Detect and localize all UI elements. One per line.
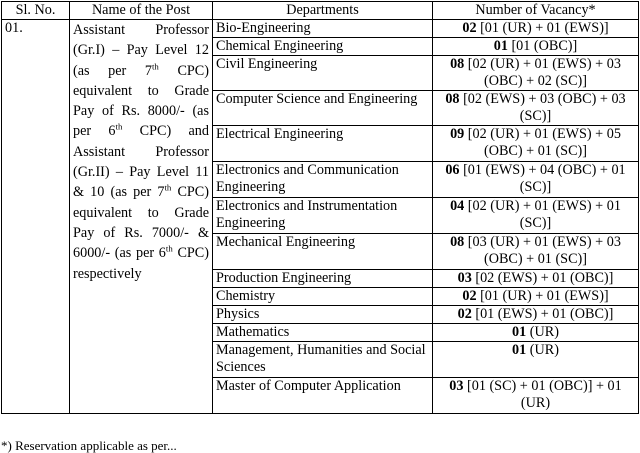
vacancy-count: 08: [450, 234, 465, 250]
vacancy-cell: [433, 306, 639, 324]
vacancy-count: 08: [445, 91, 460, 107]
department-cell: Electronics and Instrumentation Engineering: [213, 198, 433, 234]
vacancy-count: 03: [449, 378, 464, 394]
vacancy-breakdown: [02 (EWS) + 03 (OBC) + 03 (SC)]: [463, 91, 626, 124]
vacancy-breakdown: [03 (UR) + 01 (EWS) + 03 (OBC) + 01 (SC)]: [467, 234, 621, 267]
vacancy-cell: [433, 324, 639, 342]
vacancy-breakdown: (UR): [529, 342, 559, 358]
vacancy-cell: [433, 126, 639, 162]
vacancy-count: 09: [450, 126, 465, 142]
vacancy-breakdown: [02 (UR) + 01 (EWS) + 01 (SC)]: [467, 198, 621, 231]
header-post: Name of the Post: [70, 2, 213, 20]
vacancy-cell: [433, 91, 639, 126]
vacancy-cell: [433, 198, 639, 234]
vacancy-count: 02: [462, 20, 477, 36]
vacancy-count: 03: [457, 270, 472, 286]
vacancy-cell: [433, 270, 639, 288]
header-vacancy: Number of Vacancy*: [433, 2, 639, 20]
vacancy-count: 08: [450, 56, 465, 72]
department-cell: Electrical Engineering: [213, 126, 433, 162]
vacancy-count: 02: [462, 288, 477, 304]
post-name-cell: [70, 20, 213, 414]
vacancy-breakdown: (UR): [529, 324, 559, 340]
header-row: [2, 2, 639, 20]
vacancy-count: 04: [450, 198, 465, 214]
table-row: [2, 20, 639, 38]
vacancy-breakdown: [01 (UR) + 01 (EWS)]: [480, 20, 609, 36]
vacancy-count: 01: [493, 38, 508, 54]
vacancy-table: [1, 1, 639, 414]
vacancy-cell: [433, 288, 639, 306]
vacancy-cell: [433, 20, 639, 38]
vacancy-breakdown: [01 (OBC)]: [511, 38, 578, 54]
vacancy-cell: [433, 56, 639, 91]
vacancy-breakdown: [02 (EWS) + 01 (OBC)]: [475, 270, 614, 286]
vacancy-count: 06: [445, 162, 460, 178]
header-sl-no: Sl. No.: [2, 2, 70, 20]
vacancy-breakdown: [01 (EWS) + 04 (OBC) + 01 (SC)]: [463, 162, 626, 195]
department-cell: Computer Science and Engineering: [213, 91, 433, 126]
vacancy-breakdown: [02 (UR) + 01 (EWS) + 05 (OBC) + 01 (SC)]: [467, 126, 621, 159]
vacancy-cell: [433, 378, 639, 414]
vacancy-cell: [433, 38, 639, 56]
department-cell: Production Engineering: [213, 270, 433, 288]
header-departments: Departments: [213, 2, 433, 20]
department-cell: Electronics and Communication Engineering: [213, 162, 433, 198]
vacancy-breakdown: [02 (UR) + 01 (EWS) + 03 (OBC) + 02 (SC)]: [467, 56, 621, 89]
vacancy-breakdown: [01 (SC) + 01 (OBC)] + 01 (UR): [467, 378, 622, 411]
vacancy-cell: [433, 162, 639, 198]
post-name-text: Assistant Professor (Gr.I) – Pay Level 12 (as per 7th CPC) equivalent to Grade Pay of Rs. 8000/- (as per 6th CPC) and Assistant Professor (Gr.II) – Pay Level 11 & 10 (as per 7th CPC) equivalent to Grade Pay of Rs. 7000/- & 6000/- (as per 6th CPC) respectively: [73, 22, 209, 282]
department-cell: Civil Engineering: [213, 56, 433, 91]
department-cell: Mechanical Engineering: [213, 234, 433, 270]
sl-no-cell: 01.: [2, 20, 70, 414]
department-cell: Management, Humanities and Social Sciences: [213, 342, 433, 378]
vacancy-count: 01: [512, 324, 527, 340]
department-cell: Chemistry: [213, 288, 433, 306]
department-cell: Master of Computer Application: [213, 378, 433, 414]
department-cell: Bio-Engineering: [213, 20, 433, 38]
department-cell: Physics: [213, 306, 433, 324]
vacancy-count: 01: [512, 342, 527, 358]
vacancy-breakdown: [01 (EWS) + 01 (OBC)]: [475, 306, 614, 322]
vacancy-count: 02: [457, 306, 472, 322]
vacancy-breakdown: [01 (UR) + 01 (EWS)]: [480, 288, 609, 304]
department-cell: Chemical Engineering: [213, 38, 433, 56]
department-cell: Mathematics: [213, 324, 433, 342]
vacancy-cell: [433, 342, 639, 378]
vacancy-cell: [433, 234, 639, 270]
footnote: *) Reservation applicable as per...: [1, 438, 177, 453]
